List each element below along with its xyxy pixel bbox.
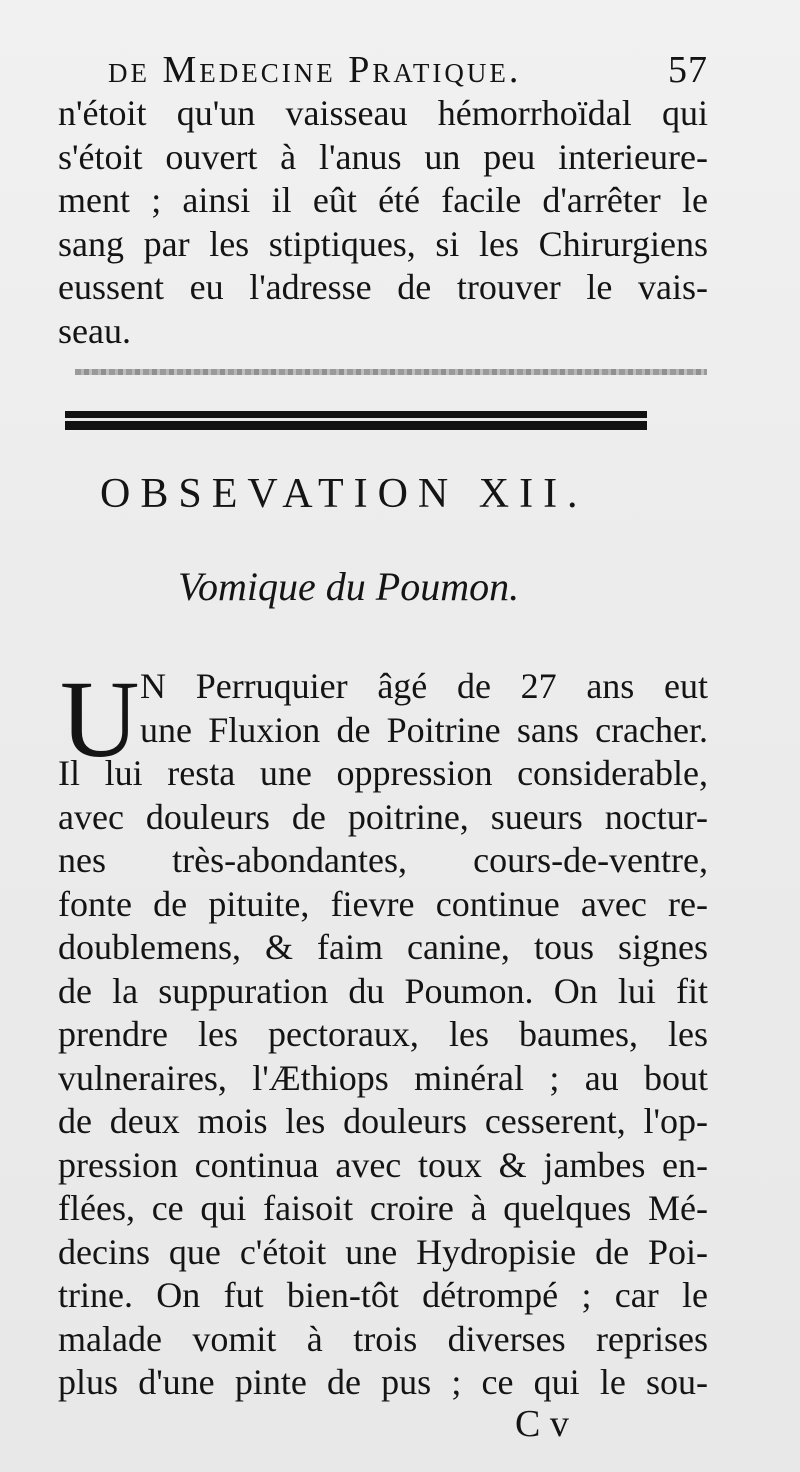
drop-cap-lines xyxy=(140,665,708,752)
text-line: vulneraires, l'Æthiops minéral ; au bout xyxy=(58,1057,708,1098)
text-line: seau. xyxy=(58,310,131,351)
text-line: N Perruquier âgé de 27 ans eut xyxy=(140,666,708,706)
running-head: de Medecine Pratique. xyxy=(108,49,522,91)
text-line: plus d'une pinte de pus ; ce qui le sou- xyxy=(58,1362,708,1402)
body-paragraph xyxy=(58,752,708,1405)
text-line: ment ; ainsi il eût été facile d'arrêter le xyxy=(58,180,708,220)
signature-mark: C v xyxy=(515,1403,569,1445)
text-line: trine. On fut bien-tôt détrompé ; car le xyxy=(58,1275,708,1315)
section-divider xyxy=(65,411,647,430)
text-line: s'étoit ouvert à l'anus un peu interieure- xyxy=(58,136,708,177)
top-paragraph xyxy=(58,92,708,353)
text-line: malade vomit à trois diverses reprises xyxy=(58,1318,708,1359)
observation-title: OBSEVATION XII. xyxy=(100,471,588,517)
text-line: decins que c'étoit une Hydropisie de Poi- xyxy=(58,1231,708,1272)
text-line: pression continua avec toux & jambes en- xyxy=(58,1144,708,1185)
text-line: une Fluxion de Poitrine sans cracher. xyxy=(140,709,708,750)
page-number: 57 xyxy=(668,49,708,91)
text-line: Il lui resta une oppression considerable, xyxy=(58,753,708,793)
text-line: prendre les pectoraux, les baumes, les xyxy=(58,1014,708,1054)
text-line: eussent eu l'adresse de trouver le vais- xyxy=(58,267,708,307)
page-header xyxy=(108,48,708,92)
ornament-rule xyxy=(75,369,707,375)
text-line: nes très-abondantes, cours-de-ventre, xyxy=(58,840,708,880)
observation-subtitle: Vomique du Poumon. xyxy=(178,564,520,609)
text-line: n'étoit qu'un vaisseau hémorrhoïdal qui xyxy=(58,93,708,133)
text-line: doublemens, & faim canine, tous signes xyxy=(58,927,708,967)
text-line: sang par les stiptiques, si les Chirurgiens xyxy=(58,223,708,264)
drop-cap: U xyxy=(60,658,140,780)
text-line: de la suppuration du Poumon. On lui fit xyxy=(58,970,708,1011)
text-line: de deux mois les douleurs cesserent, l'op- xyxy=(58,1101,708,1141)
text-line: fonte de pituite, fievre continue avec re- xyxy=(58,883,708,924)
text-line: flées, ce qui faisoit croire à quelques Mé- xyxy=(58,1188,708,1228)
text-line: avec douleurs de poitrine, sueurs noctur- xyxy=(58,796,708,837)
